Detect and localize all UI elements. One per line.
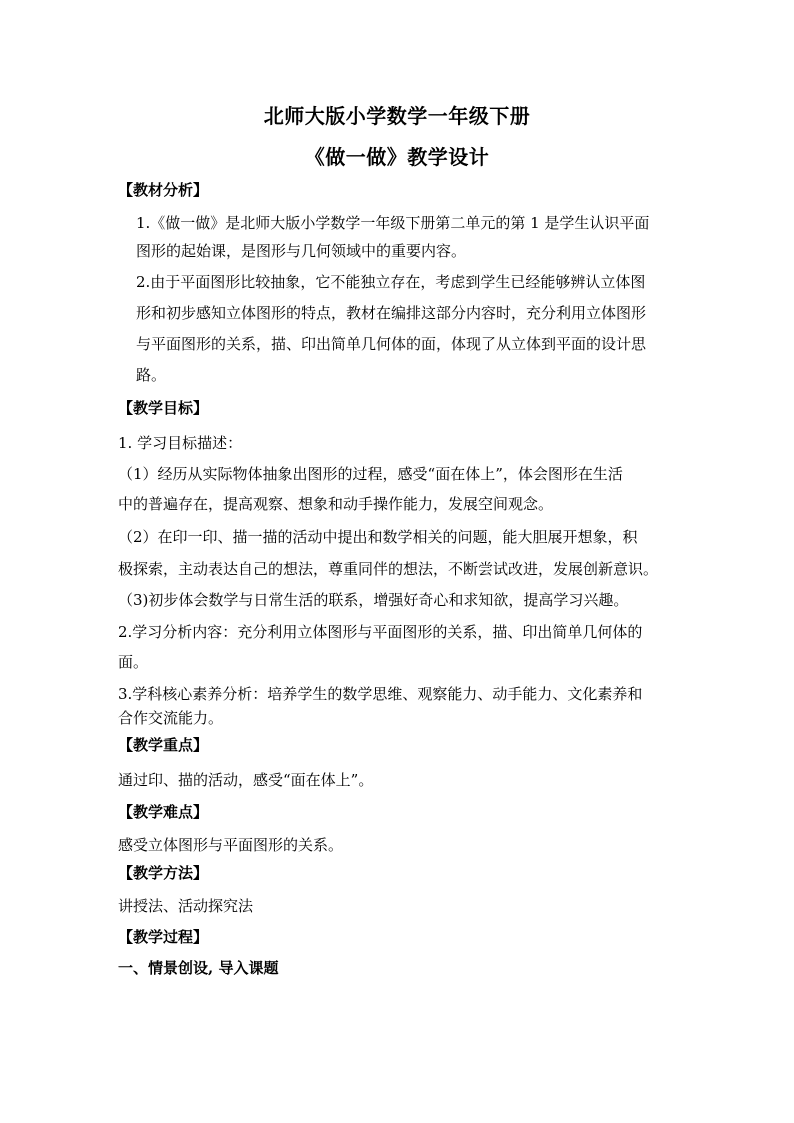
section-heading-analysis: 【教材分析】 (118, 181, 209, 199)
section-heading-difficulty: 【教学难点】 (118, 803, 209, 821)
subsection-heading: 一、情景创设, 导入课题 (118, 959, 279, 977)
paragraph-line: （1）经历从实际物体抽象出图形的过程，感受“面在体上”，体会图形在生活 (118, 465, 623, 483)
paragraph-line: 感受立体图形与平面图形的关系。 (118, 836, 344, 854)
paragraph-line: 极探索，主动表达自己的想法，尊重同伴的想法，不断尝试改进，发展创新意识。 (118, 560, 659, 578)
section-heading-goals: 【教学目标】 (118, 399, 209, 417)
section-heading-key: 【教学重点】 (118, 736, 209, 754)
paragraph-line: 中的普遍存在，提高观察、想象和动手操作能力，发展空间观念。 (118, 495, 554, 513)
section-heading-process: 【教学过程】 (118, 928, 209, 946)
paragraph-line: 与平面图形的关系，描、印出简单几何体的面，体现了从立体到平面的设计思 (136, 335, 647, 353)
paragraph-line: 2.学习分析内容：充分利用立体图形与平面图形的关系，描、印出简单几何体的 (118, 623, 643, 641)
paragraph-line: 面。 (118, 653, 149, 671)
paragraph-line: 路。 (136, 366, 167, 384)
paragraph-line: （3)初步体会数学与日常生活的联系，增强好奇心和求知欲，提高学习兴趣。 (118, 591, 629, 609)
paragraph-line: 通过印、描的活动，感受“面在体上”。 (118, 771, 374, 789)
paragraph-line: 2.由于平面图形比较抽象，它不能独立存在，考虑到学生已经能够辨认立体图 (136, 273, 646, 291)
document-title: 北师大版小学数学一年级下册 (263, 104, 531, 128)
paragraph-line: 3.学科核心素养分析：培养学生的数学思维、观察能力、动手能力、文化素养和 (118, 685, 643, 703)
paragraph-line: 形和初步感知立体图形的特点，教材在编排这部分内容时，充分利用立体图形 (136, 304, 647, 322)
paragraph-line: 图形的起始课，是图形与几何领域中的重要内容。 (136, 242, 467, 260)
section-heading-method: 【教学方法】 (118, 864, 209, 882)
paragraph-line: （2）在印一印、描一描的活动中提出和数学相关的问题，能大胆展开想象，积 (118, 528, 638, 546)
paragraph-line: 讲授法、活动探究法 (118, 897, 254, 915)
paragraph-line: 合作交流能力。 (118, 709, 224, 727)
paragraph-line: 1. 学习目标描述： (118, 434, 243, 452)
paragraph-line: 1.《做一做》是北师大版小学数学一年级下册第二单元的第 1 是学生认识平面 (136, 214, 650, 232)
document-subtitle: 《做一做》教学设计 (304, 145, 490, 169)
